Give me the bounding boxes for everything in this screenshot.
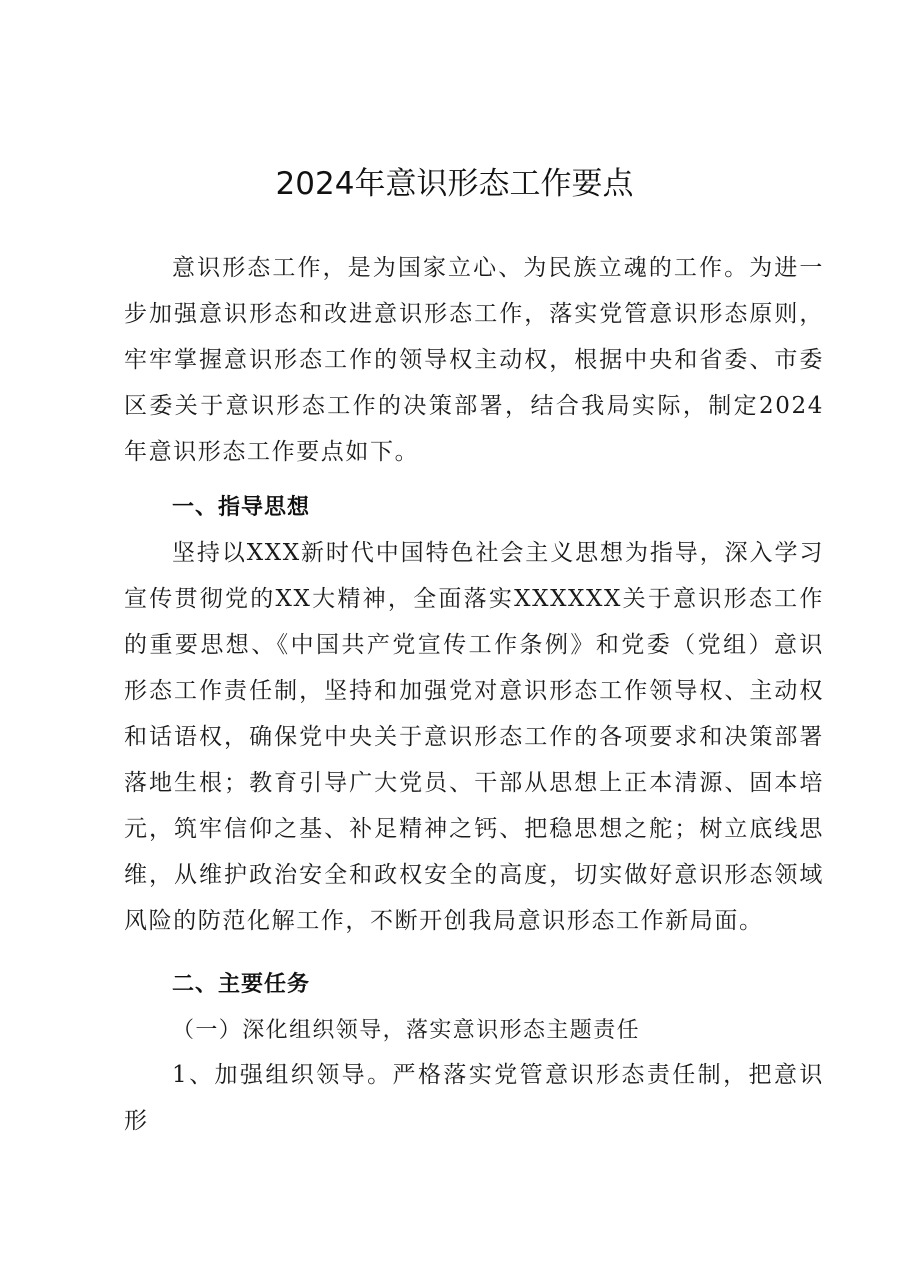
section2-item1: 1、加强组织领导。严格落实党管意识形态责任制，把意识形 xyxy=(124,1062,824,1134)
section1-heading: 一、指导思想 xyxy=(172,495,311,520)
section1-paragraph: 坚持以XXX新时代中国特色社会主义思想为指导，深入学习宣传贯彻党的XX大精神，全面落实XXXXXX关于意识形态工作的重要思想、《中国共产党宣传工作条例》和党委（党组）意识形态工作责任制，坚持和加强党对意识形态工作领导权、主动权和话语权，确保党中央关于意识形态工作的各项要求和决策部署落地生根；教育引导广大党员、干部从思想上正本清源、固本培元，筑牢信仰之基、补足精神之钙、把稳思想之舵；树立底线思维，从维护政治安全和政权安全的高度，切实做好意识形态领域风险的防范化解工作，不断开创我局意识形态工作新局面。 xyxy=(124,540,824,934)
section2-subheading: （一）深化组织领导，落实意识形态主题责任 xyxy=(172,1018,641,1043)
intro-paragraph: 意识形态工作，是为国家立心、为民族立魂的工作。为进一步加强意识形态和改进意识形态工作，落实党管意识形态原则，牢牢掌握意识形态工作的领导权主动权，根据中央和省委、市委区委关于意识形态工作的决策部署，结合我局实际，制定2024年意识形态工作要点如下。 xyxy=(124,255,824,465)
document-title: 2024年意识形态工作要点 xyxy=(275,166,634,202)
section2-heading: 二、主要任务 xyxy=(172,972,311,997)
